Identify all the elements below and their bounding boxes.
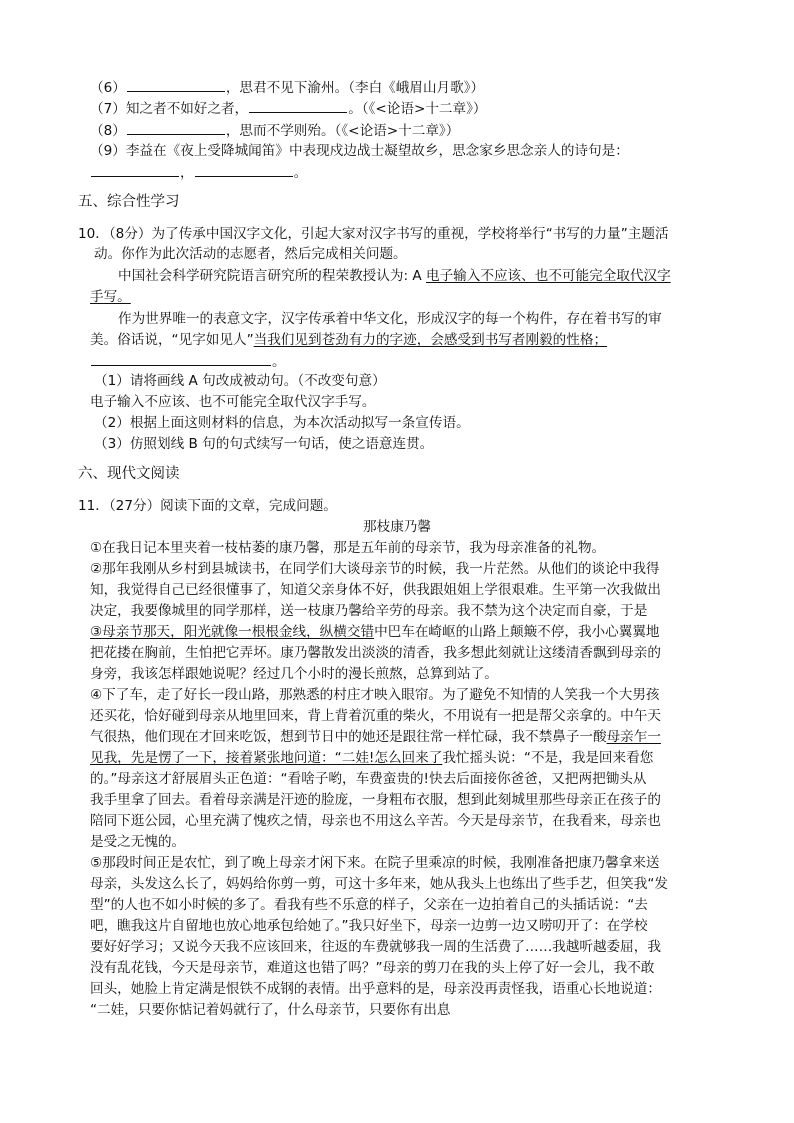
- article-line: “二娃，只要你惦记着妈就行了，什么母亲节，只要你有出息: [90, 1002, 451, 1018]
- q10-para-2: 作为世界唯一的表意文字，汉字传承着中华文化，形成汉字的每一个构件，存在着书写的审: [118, 311, 662, 327]
- article-line: 陪同下逛公园，心里充满了愧疚之情，母亲也不用这么辛苦。今天是母亲节，在我看来，母亲也: [90, 813, 661, 829]
- article-text: 中巴车在崎岖的山路上颠簸不停，我小心翼翼地: [374, 624, 660, 640]
- article-line: 决定，我要像城里的同学那样，送一枝康乃馨给辛劳的母亲。我不禁为这个决定而自豪，于是: [90, 603, 648, 619]
- article-line: 回头，她脸上肯定满是恨铁不成钢的表情。出乎意料的是，母亲没再责怪我，语重心长地说道：: [90, 981, 661, 997]
- article-title: 那枝康乃馨: [363, 519, 431, 535]
- article-line: 母亲，头发这么长了，妈妈给你剪一剪，可这十多年来，她从我头上也练出了些手艺，但笑我“发: [90, 876, 668, 892]
- article-line: ②那年我刚从乡村到县城读书，在同学们大谈母亲节的时候，我一片茫然。从他们的谈论中我得: [90, 561, 660, 577]
- q7-text: 。（《<论语>十二章》）: [348, 101, 487, 117]
- q10-sentence-a-end: 手写。: [90, 289, 131, 305]
- article-line: 是受之无愧的。: [90, 834, 186, 850]
- q8-number: （8）: [90, 123, 126, 139]
- article-line: 型”的人也不如小时候的多了。看我有些不乐意的样子，父亲在一边拍着自己的头插话说：“去: [90, 897, 648, 913]
- q6-blank[interactable]: [127, 77, 225, 92]
- q9-number: （9）: [90, 143, 126, 159]
- article-line: 要好好学习；又说今天我不应该回来，往返的车费就够我一周的生活费了……我越听越委屈，我: [90, 939, 661, 955]
- q10-para-2-blank: [90, 351, 286, 372]
- q9-comma: ，: [180, 165, 194, 181]
- article-text: 我忙摇头说：“不是，我是回来看您: [442, 750, 654, 766]
- q6-text: ，思君不见下渝州。（李白《峨眉山月歌》）: [225, 80, 485, 96]
- q10-line-1: 10．（8分）为了传承中国汉字文化，引起大家对汉字书写的重视，学校将举行“书写的力量”主题活: [78, 226, 669, 242]
- q10-sentence-b: 当我们见到苍劲有力的字迹，会感受到书写者刚毅的性格；: [253, 332, 608, 348]
- q10-sub-2: （2）根据上面这则材料的信息，为本次活动拟写一条宣传语。: [94, 415, 470, 431]
- article-line: 身旁，我该怎样跟她说呢？经过几个小时的漫长煎熬，总算到站了。: [90, 666, 498, 682]
- article-line: 我手里拿了回去。看着母亲满是汗迹的脸庞，一身粗布衣服，想到此刻城里那些母亲正在孩子的: [90, 792, 661, 808]
- q10-para-1: [118, 266, 671, 286]
- q10-sentence-a: 电子输入不应该、也不可能完全取代汉字: [426, 268, 671, 284]
- q7-head: 知之者不如好之者，: [125, 101, 249, 117]
- underlined-sentence: ③母亲节那天，阳光就像一根根金线，纵横交错: [90, 624, 375, 640]
- q9-text: 李益在《夜上受降城闻笛》中表现戍边战士凝望故乡，思念家乡思念亲人的诗句是：: [125, 143, 629, 159]
- q8-blank[interactable]: [127, 120, 225, 135]
- article-line: ④下了车，走了好长一段山路，那熟悉的村庄才映入眼帘。为了避免不知情的人笑我一个大男孩: [90, 687, 660, 703]
- q6-number: （6）: [90, 80, 126, 96]
- q10-p1-text: 中国社会科学研究院语言研究所的程荣教授认为: A: [118, 268, 426, 284]
- article-para-4-line-3: [90, 727, 661, 747]
- article-line: ①在我日记本里夹着一枝枯萎的康乃馨，那是五年前的母亲节，我为母亲准备的礼物。: [90, 540, 606, 556]
- section-6-title: 六、现代文阅读: [78, 466, 180, 482]
- section-5-title: 五、综合性学习: [78, 194, 180, 210]
- article-line: 的。”母亲这才舒展眉头正色道：“看啥子哟，车费蛮贵的!快去后面接你爸爸，又把两把锄头从: [90, 771, 647, 787]
- q10-answer-1: 电子输入不应该、也不可能完全取代汉字手写。: [90, 394, 376, 410]
- q8-text: ，思而不学则殆。（《<论语>十二章》）: [225, 123, 460, 139]
- article-line: 吧，瞧我这片自留地也放心地承包给她了。”我只好坐下，母亲一边剪一边又唠叨开了：在学校: [90, 918, 648, 934]
- q7-number: （7）: [90, 101, 126, 117]
- q11-intro: 11．（27分）阅读下面的文章，完成问题。: [78, 498, 337, 514]
- article-text: 气很热，他们现在才回来吃饭，想到节日中的她还是跟往常一样忙碌，我不禁鼻子一酸: [90, 729, 607, 745]
- q10-p2-end: 。: [272, 354, 286, 370]
- underlined-sentence: 见我，先是愣了一下，接着紧张地问道：“二娃!怎么回来了: [90, 750, 443, 766]
- article-line: ⑤那段时间正是农忙，到了晚上母亲才闲下来。在院子里乘凉的时候，我刚准备把康乃馨拿来送: [90, 855, 660, 871]
- poem-q6: [90, 77, 484, 98]
- q10-para-1-cont: [90, 287, 131, 307]
- q10-p2-text: 美。俗话说，“见字如见人”: [90, 332, 254, 348]
- poem-q9-blanks: [90, 162, 307, 183]
- q9-blank-2[interactable]: [195, 162, 293, 177]
- q10-para-2-cont: [90, 330, 607, 350]
- article-line: 知，我觉得自己已经很懂事了，知道父亲身体不好，供我跟姐姐上学很艰难。生平第一次我做出: [90, 582, 661, 598]
- q7-blank[interactable]: [249, 98, 347, 113]
- q10-line-2: 动。你作为此次活动的志愿者，然后完成相关问题。: [94, 246, 407, 262]
- q10-b-blank[interactable]: [91, 351, 271, 366]
- q10-sub-1: （1）请将画线 A 句改成被动句。（不改变句意）: [94, 373, 386, 389]
- article-para-3: [90, 622, 660, 642]
- poem-q9: [90, 141, 629, 161]
- article-line: 把花搂在胸前，生怕把它弄坏。康乃馨散发出淡淡的清香，我多想此刻就让这缕清香飘到母亲的: [90, 645, 661, 661]
- underlined-sentence: 母亲乍一: [606, 729, 661, 745]
- poem-q7: [90, 98, 487, 119]
- q9-period: 。: [293, 165, 308, 181]
- q9-blank-1[interactable]: [91, 162, 179, 177]
- article-line: 还买花，恰好碰到母亲从地里回来，背上背着沉重的柴火，不用说有一把是帮父亲拿的。中午天: [90, 708, 661, 724]
- article-para-4-line-4: [90, 748, 653, 768]
- poem-q8: [90, 120, 459, 141]
- q10-sub-3: （3）仿照划线 B 句的句式续写一句话，使之语意连贯。: [94, 436, 434, 452]
- article-line: 没有乱花钱，今天是母亲节，难道这也错了吗？”母亲的剪刀在我的头上停了好一会儿，我不敢: [90, 960, 655, 976]
